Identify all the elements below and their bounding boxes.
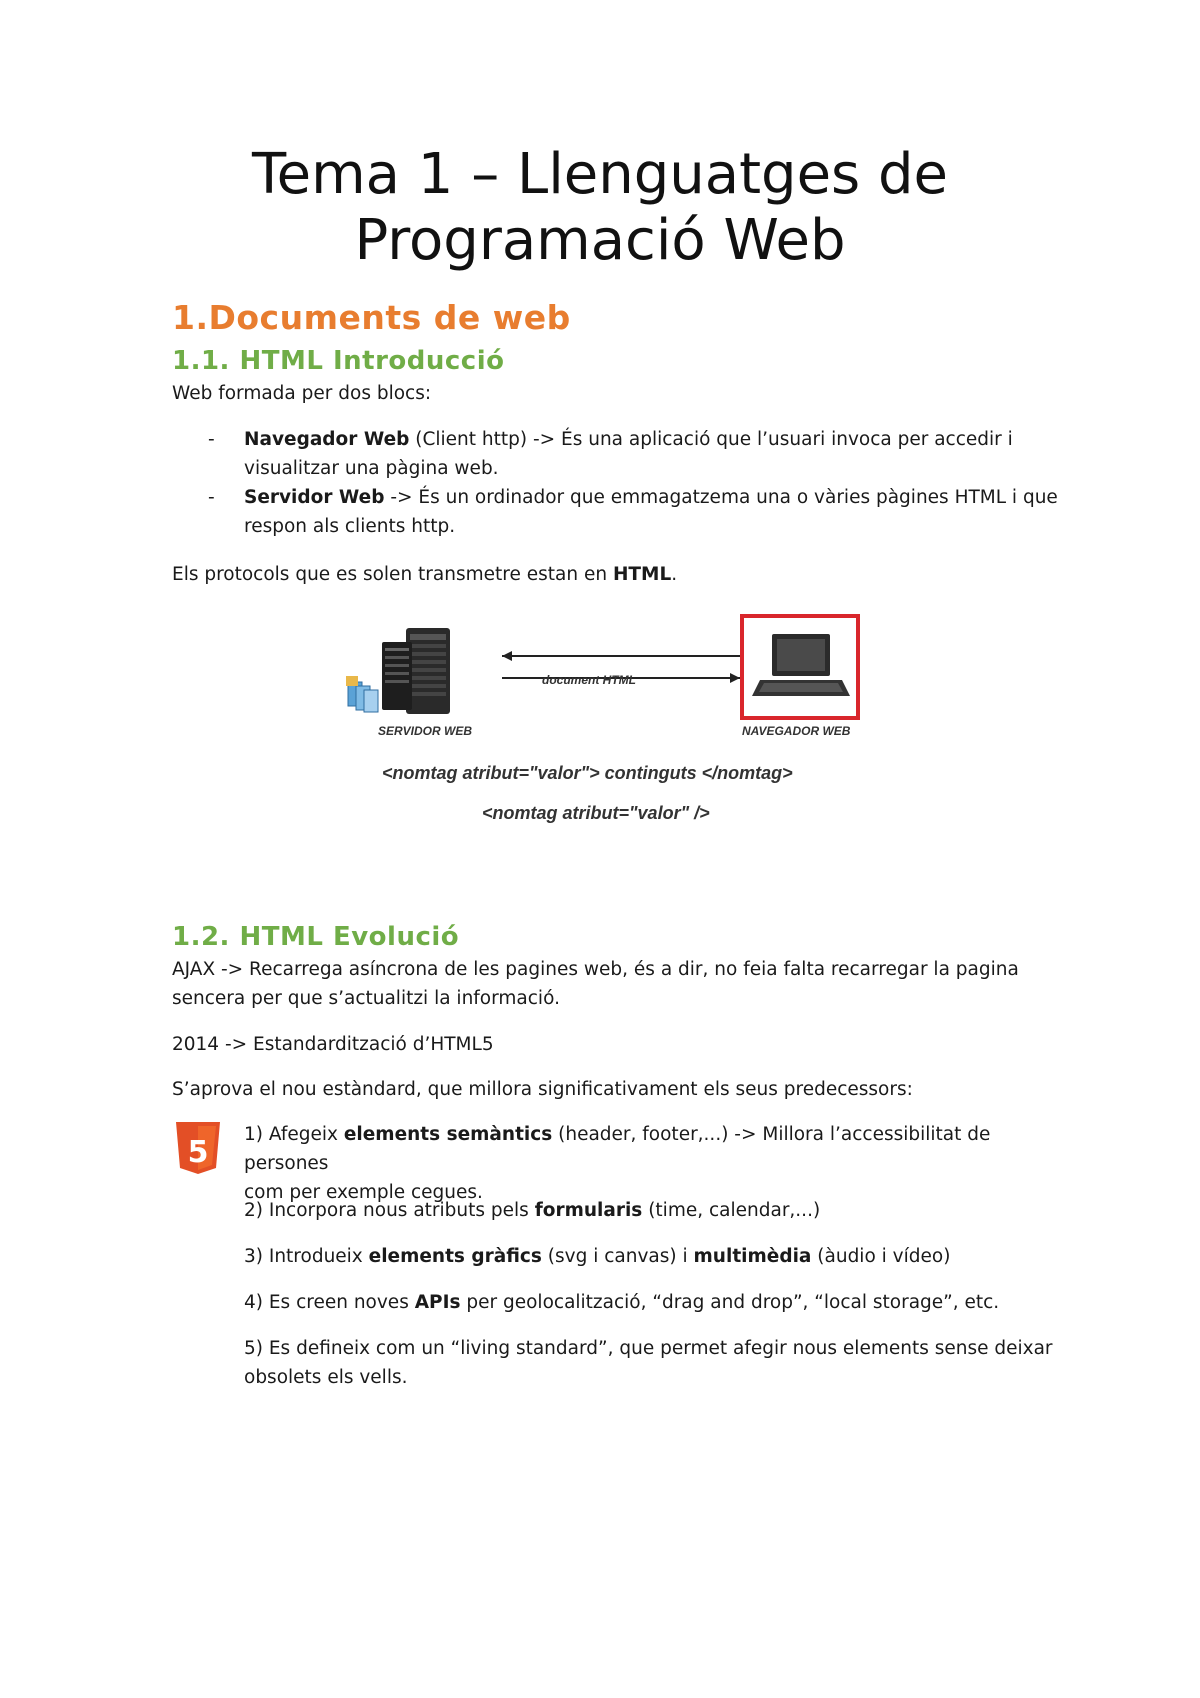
bullet-text-continued: respon als clients http.	[244, 516, 456, 537]
item-text: 3) Introdueix	[244, 1246, 369, 1267]
client-server-diagram	[340, 610, 870, 835]
code-example-self-closing: <nomtag atribut="valor" />	[482, 803, 710, 823]
client-label: NAVEGADOR WEB	[742, 724, 851, 738]
bullet-bold: Servidor Web	[244, 487, 385, 508]
arrow-label: document HTML	[542, 673, 636, 687]
laptop-icon	[742, 616, 858, 718]
section-heading-html-intro: 1.1. HTML Introducció	[172, 346, 505, 376]
title-line-1: Tema 1 – Llenguatges de	[251, 142, 949, 207]
list-item	[172, 425, 1072, 483]
item-text: (header, footer,...) -> Millora l’accessibilitat de persones	[244, 1124, 991, 1174]
item-text: obsolets els vells.	[244, 1367, 408, 1388]
feature-item-2	[244, 1196, 1054, 1225]
item-text: 2) Incorpora nous atributs pels	[244, 1200, 535, 1221]
bullet-bold: Navegador Web	[244, 429, 410, 450]
item-text: (time, calendar,...)	[642, 1200, 821, 1221]
ajax-line-1: AJAX -> Recarrega asíncrona de les pagines web, és a dir, no feia falta recarregar la pagina	[172, 959, 1019, 980]
bullet-dash: -	[208, 487, 215, 508]
item-bold: formularis	[534, 1200, 643, 1221]
item-text: 4) Es creen noves	[244, 1292, 415, 1313]
feature-item-4	[244, 1288, 1054, 1317]
item-text: 5) Es defineix com un “living standard”, que permet afegir nous elements sense deixar	[244, 1338, 1053, 1359]
feature-item-3	[244, 1242, 1054, 1271]
ajax-line-2: sencera per que s’actualitzi la informació.	[172, 988, 560, 1009]
feature-item-1	[244, 1120, 1054, 1207]
bullet-text: -> És un ordinador que emmagatzema una o vàries pàgines HTML i que	[384, 487, 1058, 508]
item-text: (àudio i vídeo)	[811, 1246, 951, 1267]
item-bold: elements gràfics	[368, 1246, 542, 1267]
bullet-dash: -	[208, 429, 215, 450]
item-bold: elements semàntics	[343, 1124, 553, 1145]
section-heading-documents: 1.Documents de web	[172, 298, 571, 337]
feature-item-5	[244, 1334, 1054, 1392]
item-bold: APIs	[414, 1292, 461, 1313]
item-text: (svg i canvas) i	[541, 1246, 694, 1267]
item-text: com per exemple cegues.	[244, 1182, 483, 1203]
protocols-end: .	[671, 564, 678, 585]
bullet-text-continued: visualitzar una pàgina web.	[244, 458, 499, 479]
list-item	[172, 483, 1072, 541]
approve-paragraph: S’aprova el nou estàndard, que millora significativament els seus predecessors:	[172, 1079, 913, 1100]
protocols-bold: HTML	[612, 564, 672, 585]
document-title	[0, 142, 1200, 274]
item-bold: multimèdia	[693, 1246, 812, 1267]
svg-text:5: 5	[187, 1135, 209, 1170]
protocols-paragraph	[172, 560, 1052, 589]
code-example-full: <nomtag atribut="valor"> continguts </nomtag>	[382, 763, 793, 783]
html5-logo-icon	[174, 1120, 222, 1176]
server-icon	[346, 628, 450, 714]
title-line-2: Programació Web	[354, 208, 846, 273]
server-label: SERVIDOR WEB	[378, 724, 473, 738]
item-text: per geolocalització, “drag and drop”, “local storage”, etc.	[460, 1292, 1000, 1313]
standard-2014-paragraph: 2014 -> Estandardització d’HTML5	[172, 1034, 494, 1055]
item-text: 1) Afegeix	[244, 1124, 344, 1145]
intro-paragraph: Web formada per dos blocs:	[172, 383, 432, 404]
protocols-text: Els protocols que es solen transmetre estan en	[172, 564, 613, 585]
bullet-text: (Client http) -> És una aplicació que l’usuari invoca per accedir i	[409, 429, 1013, 450]
ajax-paragraph	[172, 955, 1052, 1013]
blocks-list	[172, 425, 1072, 541]
section-heading-html-evolution: 1.2. HTML Evolució	[172, 922, 460, 952]
